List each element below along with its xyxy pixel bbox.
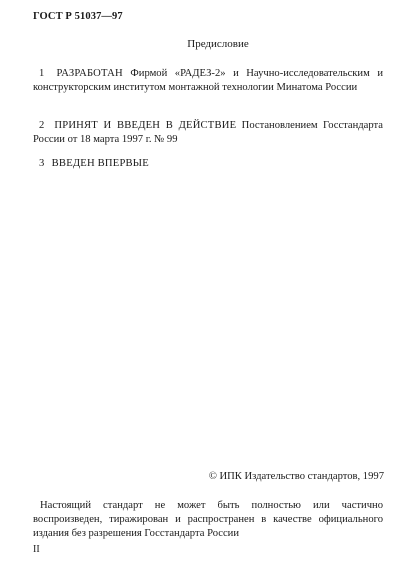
- item-number: 3: [39, 158, 45, 169]
- preface-item-introduced: [33, 157, 383, 171]
- item-number: 1: [39, 68, 45, 79]
- standard-code-header: ГОСТ Р 51037—97: [33, 11, 123, 22]
- item-text: Постановлением Госстандарта России от 18 марта 1997 г. № 99: [33, 120, 383, 145]
- item-lead: ПРИНЯТ И ВВЕДЕН В ДЕЙСТВИЕ: [54, 120, 237, 131]
- section-title: Предисловие: [187, 38, 249, 50]
- item-lead: ВВЕДЕН ВПЕРВЫЕ: [51, 158, 149, 169]
- preface-item-adopted: [33, 119, 383, 147]
- page-number: II: [33, 544, 40, 555]
- reproduction-notice: Настоящий стандарт не может быть полностью или частично воспроизведен, тиражирован и распространен в качестве официального издания без разрешения Госстандарта России: [33, 500, 383, 539]
- item-number: 2: [39, 120, 45, 131]
- copyright-line: © ИПК Издательство стандартов, 1997: [208, 471, 384, 482]
- preface-item-developed: [33, 67, 383, 95]
- item-lead: РАЗРАБОТАН: [56, 68, 123, 79]
- item-text: Фирмой «РАДЕЗ-2» и Научно-исследовательским и конструкторским институтом монтажной технологии Минатома России: [33, 68, 383, 93]
